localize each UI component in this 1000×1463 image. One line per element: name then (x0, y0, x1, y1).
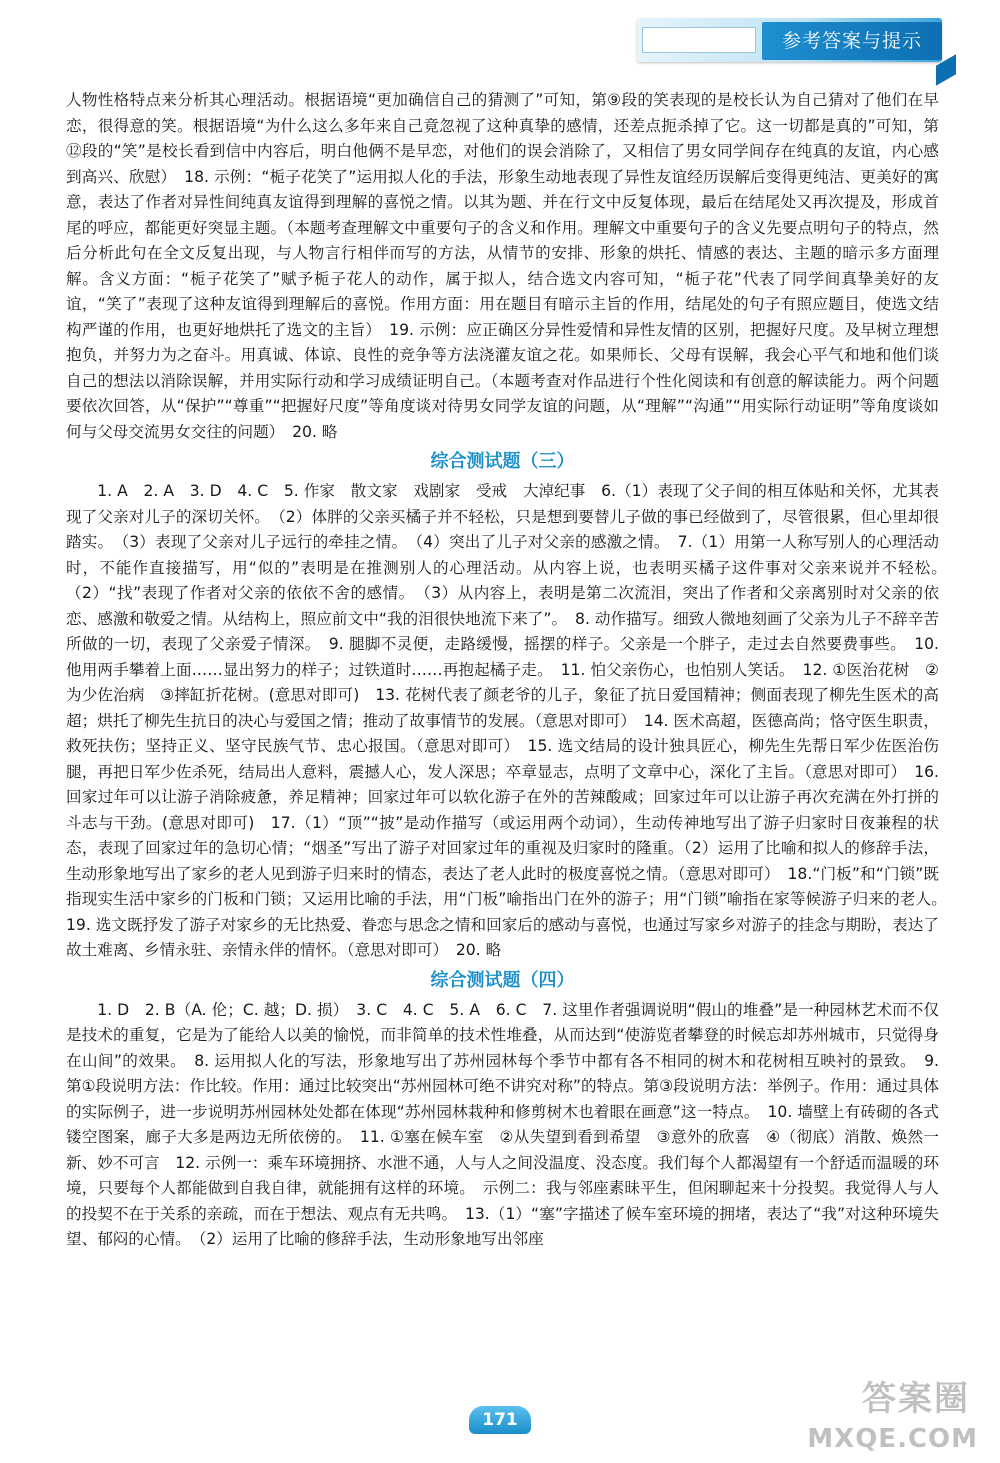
paragraph-continued-answers: 人物性格特点来分析其心理活动。根据语境“更加确信自己的猜测了”可知，第⑨段的笑表现的是校长认为自己猜对了他们在早恋，很得意的笑。根据语境“为什么这么多年来自己竟忽视了这种真挚的感情，还差点扼杀掉了它。这一切都是真的”可知，第⑫段的“笑”是校长看到信中内容后，明白他俩不是早恋，对他们的误会消除了，又相信了男女同学间存在纯真的友谊，内心感到高兴、欣慰） 18. 示例：“栀子花笑了”运用拟人化的手法，形象生动地表现了异性友谊经历误解后变得更纯洁、更美好的寓意，表达了作者对异性间纯真友谊得到理解的喜悦之情。以其为题、并在行文中反复体现，最后在结尾处又再次提及，形成首尾的呼应，都能更好突显主题。（本题考查理解文中重要句子的含义和作用。理解文中重要句子的含义先要点明句子的特点，然后分析此句在全文反复出现，与人物言行相伴而写的方法，从情节的安排、形象的烘托、情感的表达、主题的暗示多方面理解。含义方面：“栀子花笑了”赋予栀子花人的动作，属于拟人，结合选文内容可知，“栀子花”代表了同学间真挚美好的友谊，“笑了”表现了这种友谊得到理解后的喜悦。作用方面：用在题目有暗示主旨的作用，结尾处的句子有照应题目，使选文结构严谨的作用，也更好地烘托了选文的主旨） 19. 示例：应正确区分异性爱情和异性友情的区别，把握好尺度。及早树立理想抱负，并努力为之奋斗。用真诚、体谅、良性的竞争等方法浇灌友谊之花。如果师长、父母有误解，我会心平气和地和他们谈自己的想法以消除误解，并用实际行动和学习成绩证明自己。（本题考查对作品进行个性化阅读和有创意的解读能力。两个问题要依次回答，从“保护”“尊重”“把握好尺度”等角度谈对待男女同学友谊的问题，从“理解”“沟通”“用实际行动证明”等角度谈如何与父母交流男女交往的问题） 20. 略 (66, 91, 939, 441)
header-blank-box (642, 27, 756, 53)
page-number: 171 (469, 1406, 531, 1434)
watermark-logo (763, 1378, 978, 1458)
section-title-test-4: 综合测试题（四） (430, 969, 575, 991)
page-header (0, 0, 1000, 82)
watermark-url: MXQE.COM (807, 1424, 978, 1454)
answer-content (66, 88, 955, 1253)
watermark-text: 答案圈 (862, 1379, 970, 1419)
header-label: 参考答案与提示 (762, 22, 942, 60)
section-3-answers: 1. A 2. A 3. D 4. C 5. 作家 散文家 戏剧家 受戒 大淖纪事 6.（1）表现了父子间的相互体贴和关怀，尤其表现了父亲对儿子的深切关怀。 （2）体胖的父亲买橘子并不轻松，只是想到要替儿子做的事已经做到了，尽管很累，但心里却很踏实。 （3）表现了父亲对儿子远行的牵挂之情。 （4）突出了儿子对父亲的感激之情。 7.（1）用第一人称写别人的心理活动时，不能作直接描写，用“似的”表明是在推测别人的心理活动。从内容上说，也表明买橘子这件事对父亲来说并不轻松。 （2）“找”表现了作者对父亲的依依不舍的感情。 （3）从内容上，表明是第二次流泪，突出了作者和父亲离别时对父亲的依恋、感激和敬爱之情。从结构上，照应前文中“我的泪很快地流下来了”。 8. 动作描写。细致人微地刻画了父亲为儿子不辞辛苦所做的一切，表现了父亲爱子情深。 9. 腿脚不灵便，走路缓慢，摇摆的样子。父亲是一个胖子，走过去自然要费事些。 10. 他用两手攀着上面……显出努力的样子；过铁道时……再抱起橘子走。 11. 怕父亲伤心，也怕别人笑话。 12. ①医治花树 ②为少佐治病 ③摔缸折花树。(意思对即可) 13. 花树代表了颜老爷的儿子，象征了抗日爱国精神；侧面表现了柳先生医术的高超；烘托了柳先生抗日的决心与爱国之情；推动了故事情节的发展。（意思对即可） 14. 医术高超，医德高尚；恪守医生职责，救死扶伤；坚持正义、坚守民族气节、忠心报国。（意思对即可） 15. 选文结局的设计独具匠心，柳先生先帮日军少佐医治伤腿，再把日军少佐杀死，结局出人意料，震撼人心，发人深思；卒章显志，点明了文章中心，深化了主旨。（意思对即可） 16. 回家过年可以让游子消除疲惫，养足精神；回家过年可以软化游子在外的苦辣酸咸；回家过年可以让游子再次充满在外打拼的斗志与干劲。(意思对即可) 17.（1）“顶”“披”是动作描写（或运用两个动词），生动传神地写出了游子归家时日夜兼程的状态，表现了回家过年的急切心情；“烟圣”写出了游子对回家过年的重视及归家时的隆重。（2）运用了比喻和拟人的修辞手法，生动形象地写出了家乡的老人见到游子归来时的情态，表达了老人此时的极度喜悦之情。（意思对即可） 18.“门板”和“门锁”既指现实生活中家乡的门板和门锁；又运用比喻的手法，用“门板”喻指出门在外的游子；用“门锁”喻指在家等候游子归来的老人。 19. 选文既抒发了游子对家乡的无比热爱、眷恋与思念之情和回家后的感动与喜悦，也通过写家乡对游子的挂念与期盼，表达了故土难离、乡情永驻、亲情永伴的情怀。（意思对即可） 20. 略 (66, 482, 955, 959)
section-title-test-3: 综合测试题（三） (430, 451, 575, 472)
section-4-answers: 1. D 2. B（A. 伦；C. 越；D. 损） 3. C 4. C 5. A 6. C 7. 这里作者强调说明“假山的堆叠”是一种园林艺术而不仅是技术的重复，它是为了能给人以美的愉悦，而非简单的技术性堆叠，从而达到“使游览者攀登的时候忘却苏州城市，只觉得身在山间”的效果。 8. 运用拟人化的写法，形象地写出了苏州园林每个季节中都有各不相同的树木和花树相互映衬的景致。 9. 第①段说明方法：作比较。作用：通过比较突出“苏州园林可绝不讲究对称”的特点。第③段说明方法：举例子。作用：通过具体的实际例子，进一步说明苏州园林处处都在体现“苏州园林栽种和修剪树木也着眼在画意”这一特点。 10. 墙壁上有砖砌的各式镂空图案，廊子大多是两边无所依傍的。 11. ①塞在候车室 ②从失望到看到希望 ③意外的欣喜 ④（彻底）消散、焕然一新、妙不可言 12. 示例一：乘车环境拥挤、水泄不通，人与人之间没温度、没态度。我们每个人都渴望有一个舒适而温暖的环境，只要每个人都能做到自我自律，就能拥有这样的环境。 示例二：我与邻座素昧平生，但闲聊起来十分投契。我觉得人与人的投契不在于关系的亲疏，而在于想法、观点有无共鸣。 13.（1）“塞”字描述了候车室环境的拥堵，表达了“我”对这种环境失望、郁闷的心情。 （2）运用了比喻的修辞手法，生动形象地写出邻座 (66, 1000, 940, 1248)
